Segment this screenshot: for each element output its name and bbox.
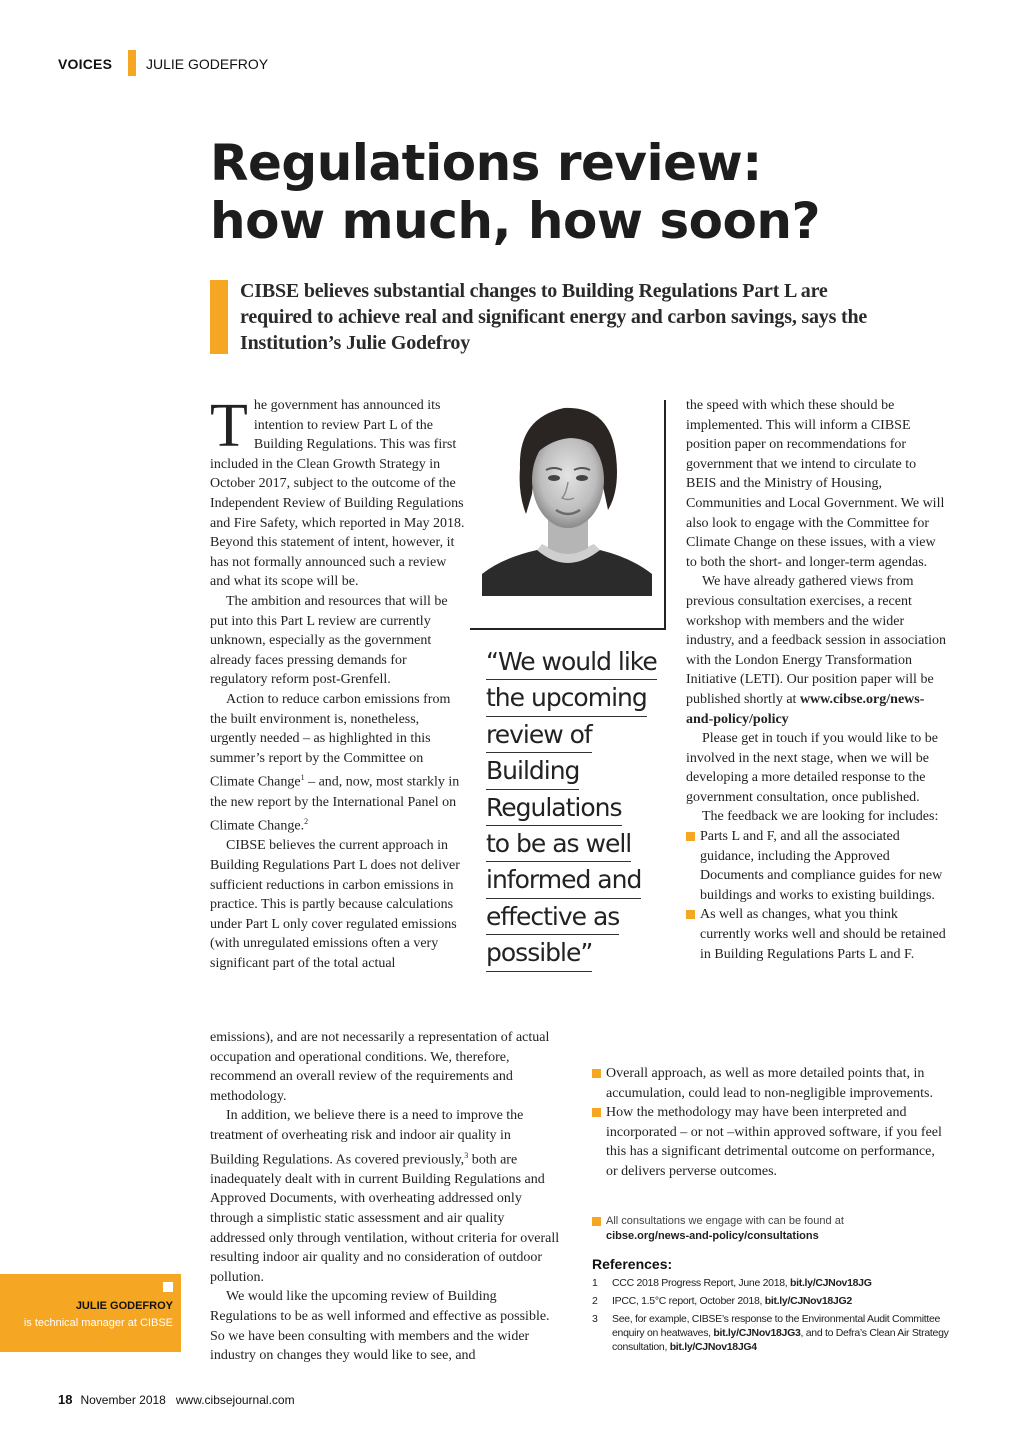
paragraph-7: the speed with which these should be implemented. This will inform a CIBSE position paper on recommendations for government that we intend to circulate to BEIS and the Ministry of Housing, Communities and Local Government. We will also look to engage with the Committee for Climate Change on these issues, with a view to both the short- and longer-term agendas. [686,398,945,570]
pull-quote-line: Regulations [486,790,622,826]
site-link[interactable]: www.cibsejournal.com [175,1393,295,1407]
paragraph-5-text-a: In addition, we believe there is a need to improve the treatment of overheating risk and indoor air quality in Building Regulations. As covered previously, [210,1108,524,1168]
bullet-item [592,1103,946,1181]
bullet-square [686,832,695,841]
note-item [592,1214,932,1244]
page-number: 18 [58,1392,73,1407]
bullet-item [686,827,946,905]
bullet-item [686,905,946,964]
consultations-note [592,1214,932,1244]
portrait-frame-horizontal [470,628,666,630]
reference-link[interactable]: bit.ly/CJNov18JG2 [764,1295,852,1307]
standfirst-line-1: CIBSE believes substantial changes to Building Regulations Part L are [240,280,828,302]
header-author: JULIE GODEFROY [146,56,269,72]
paragraph-3 [210,690,466,836]
bullet-square [592,1108,601,1117]
standfirst [240,278,940,356]
paragraph-3-text-a: Action to reduce carbon emissions from the built environment is, nonetheless, urgently needed – as highlighted in this summer’s report by the Committee on Climate Change [210,691,451,790]
pull-quote-row [486,826,656,862]
paragraph-4a: CIBSE believes the current approach in Building Regulations Part L does not deliver sufficient reductions in carbon emissions in practice. This is partly because calculations under Part L only cover regulated emissions (with unregulated emissions often a very significant part of the total actual [210,838,460,971]
pull-quote-line: informed and [486,862,641,898]
pull-quote-line: the upcoming [486,680,647,716]
paragraph-2: The ambition and resources that will be put into this Part L review are currently unknown, especially as the government already faces pressing demands for regulatory reform post-Grenfell. [210,593,448,688]
consultations-link[interactable]: cibse.org/news-and-policy/consultations [606,1230,819,1242]
section-divider [128,50,136,76]
footnote-ref-1: 1 [300,773,305,783]
references-list [592,1276,952,1358]
reference-link[interactable]: bit.ly/CJNov18JG [790,1277,872,1289]
bullet-list-lower [592,1064,946,1182]
paragraph-4b: emissions), and are not necessarily a representation of actual occupation and operational conditions. We, therefore, recommend an overall review of the requirements and methodology. [210,1030,550,1104]
pull-quote-row [486,680,656,716]
reference-item [592,1312,952,1354]
body-column-1-wide [210,1028,560,1366]
pull-quote-line: “We would like [486,644,657,680]
standfirst-prefix: Institution’s [240,332,342,354]
paragraph-1 [210,392,466,592]
bullet-text: Parts L and F, and all the associated guidance, including the Approved Documents and compliance guides for new buildings and works to existing buildings. [700,829,943,903]
standfirst-line-2: required to achieve real and significant energy and carbon savings, says the [240,306,868,328]
section-tag: VOICES [58,56,113,72]
issue-date: November 2018 [80,1393,166,1407]
paragraph-5-text-b: both are inadequately dealt with in current Building Regulations and Approved Documents, with overheating addressed only through a simplistic static assessment and air quality addressed only through ventilation, without criteria for overall resulting indoor air quality and no consideration of outdoor pollution. [210,1152,560,1285]
reference-text-2: , and to Defra’s Clean Air Strategy consultation, [612,1327,949,1353]
footnote-ref-2: 2 [304,817,309,827]
author-portrait [482,398,652,596]
reference-link[interactable]: bit.ly/CJNov18JG3 [713,1327,801,1339]
pull-quote-row [486,753,656,789]
author-box-role: is technical manager at CIBSE [23,1317,173,1329]
pull-quote-row [486,935,656,971]
paragraph-5 [210,1106,560,1287]
bullet-text: Overall approach, as well as more detailed points that, in accumulation, could lead to non-negligible improvements. [606,1066,933,1101]
paragraph-9: Please get in touch if you would like to be involved in the next stage, when we will be developing a more detailed response to the government consultation, once published. [686,731,939,805]
pull-quote-line: Building [486,753,579,789]
portrait-frame-vertical [664,400,666,630]
reference-number: 1 [592,1277,598,1289]
paragraph-1-text: he government has announced its intention to review Part L of the Building Regulations. This was first included in the Clean Growth Strategy in October 2017, subject to the outcome of the Independent Review of Building Regulations and Fire Safety, which reported in May 2018. Beyond this statement of intent, however, it has not formally announced such a review and what its scope will be. [210,398,465,590]
page-footer [58,1392,295,1407]
pull-quote [486,644,656,972]
pull-quote-line: possible” [486,935,592,971]
paragraph-6: We would like the upcoming review of Building Regulations to be as well informed and effective as possible. So we have been consulting with members and the wider industry on changes they would like to see, and [210,1289,550,1364]
pull-quote-row [486,862,656,898]
note-text: All consultations we engage with can be found at [606,1215,844,1227]
reference-item [592,1294,952,1308]
standfirst-line-3 [240,330,940,356]
standfirst-author: Julie Godefroy [345,332,470,354]
reference-number: 2 [592,1295,598,1307]
bullet-text: As well as changes, what you think currently works well and should be retained in Building Regulations Parts L and F. [700,907,946,962]
title-line-1: Regulations review: [210,134,762,192]
standfirst-bar [210,280,228,354]
paragraph-3-text-b: – and, now, most starkly in the new report by the International Panel on Climate Change. [210,774,460,834]
reference-number: 3 [592,1313,598,1325]
paragraph-8-text: We have already gathered views from previous consultation exercises, a recent workshop with members and the wider industry, and a feedback session in association with the London Energy Transformation Initiative (LETI). Our position paper will be published shortly at [686,574,946,707]
body-column-3 [686,396,946,964]
body-column-1 [210,392,466,974]
pull-quote-row [486,644,656,680]
author-box-name: JULIE GODEFROY [75,1300,173,1312]
references-title: References: [592,1256,673,1272]
author-box-square [163,1282,173,1292]
bullet-square [592,1069,601,1078]
policy-link[interactable]: www.cibse.org/news-and-policy/policy [686,691,925,727]
paragraph-10: The feedback we are looking for includes: [702,809,939,825]
bullet-text: How the methodology may have been interpreted and incorporated – or not –within approved software, if you feel this has a significant detrimental outcome on performance, or delivers perverse outcomes. [606,1105,942,1179]
pull-quote-row [486,717,656,753]
pull-quote-line: to be as well [486,826,631,862]
bullet-square [686,910,695,919]
pull-quote-row [486,899,656,935]
bullet-square [592,1217,601,1226]
author-box [0,1274,181,1352]
pull-quote-line: review of [486,717,592,753]
pull-quote-line: effective as [486,899,619,935]
reference-item [592,1276,952,1290]
pull-quote-row [486,790,656,826]
reference-text: CCC 2018 Progress Report, June 2018, [612,1277,791,1289]
bullet-item [592,1064,946,1103]
footnote-ref-3: 3 [464,1150,469,1160]
reference-text: See, for example, CIBSE’s response to the Environmental Audit Committee enquiry on heatwaves, [612,1313,941,1339]
paragraph-8 [686,572,946,729]
drop-cap: T [210,392,248,460]
article-title [210,134,820,250]
title-line-2: how much, how soon? [210,192,820,250]
reference-link-2[interactable]: bit.ly/CJNov18JG4 [669,1341,757,1353]
reference-text: IPCC, 1.5°C report, October 2018, [612,1295,765,1307]
